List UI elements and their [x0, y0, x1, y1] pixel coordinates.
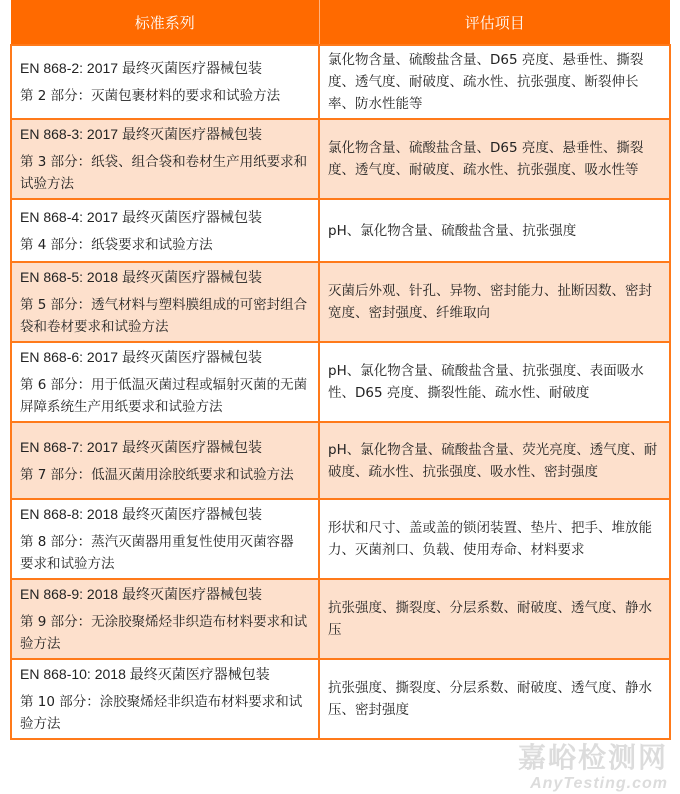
table-row — [11, 579, 670, 659]
standard-cell — [11, 422, 319, 499]
standard-cell — [11, 262, 319, 342]
standard-cell — [11, 499, 319, 579]
standard-cell — [11, 659, 319, 739]
standards-table — [10, 0, 671, 740]
table-row — [11, 499, 670, 579]
header-evaluation-items: 评估项目 — [319, 0, 670, 45]
standard-part: 第 8 部分：蒸汽灭菌器用重复性使用灭菌容器 要求和试验方法 — [20, 534, 294, 572]
table-row — [11, 342, 670, 422]
standard-cell — [11, 45, 319, 119]
table-header — [11, 0, 670, 45]
evaluation-items-cell: 形状和尺寸、盖或盖的锁闭装置、垫片、把手、堆放能力、灭菌剂口、负载、使用寿命、材料要求 — [319, 499, 670, 579]
evaluation-items-cell: 抗张强度、撕裂度、分层系数、耐破度、透气度、静水压、密封强度 — [319, 659, 670, 739]
header-standard-series: 标准系列 — [11, 0, 319, 45]
watermark-cn: 嘉峪检测网 — [517, 741, 668, 774]
standard-part: 第 9 部分：无涂胶聚烯烃非织造布材料要求和试验方法 — [20, 614, 308, 652]
standard-title: EN 868-4: 2017 最终灭菌医疗器械包装 — [20, 208, 262, 225]
standard-title: EN 868-8: 2018 最终灭菌医疗器械包装 — [20, 506, 262, 522]
standard-title: EN 868-3: 2017 最终灭菌医疗器械包装 — [20, 126, 262, 142]
table-row — [11, 119, 670, 199]
standard-title: EN 868-10: 2018 最终灭菌医疗器械包装 — [20, 666, 270, 682]
standard-title: EN 868-5: 2018 最终灭菌医疗器械包装 — [20, 269, 262, 285]
standard-cell — [11, 119, 319, 199]
evaluation-items-cell: 氯化物含量、硫酸盐含量、D65 亮度、悬垂性、撕裂度、透气度、耐破度、疏水性、抗张强度、吸水性等 — [319, 119, 670, 199]
evaluation-items-cell: 灭菌后外观、针孔、异物、密封能力、扯断因数、密封宽度、密封强度、纤维取向 — [319, 262, 670, 342]
table-row — [11, 45, 670, 119]
table-row — [11, 262, 670, 342]
standard-title: EN 868-7: 2017 最终灭菌医疗器械包装 — [20, 438, 262, 455]
watermark-en: AnyTesting.com — [530, 775, 668, 792]
evaluation-items-cell: 氯化物含量、硫酸盐含量、D65 亮度、悬垂性、撕裂度、透气度、耐破度、疏水性、抗张强度、断裂伸长率、防水性能等 — [319, 45, 670, 119]
standard-part: 第 4 部分：纸袋要求和试验方法 — [20, 236, 213, 253]
table-row — [11, 659, 670, 739]
table-row — [11, 422, 670, 499]
standard-title: EN 868-9: 2018 最终灭菌医疗器械包装 — [20, 586, 262, 602]
evaluation-items-cell: pH、氯化物含量、硫酸盐含量、抗张强度 — [319, 199, 670, 262]
standard-part: 第 7 部分：低温灭菌用涂胶纸要求和试验方法 — [20, 466, 294, 483]
evaluation-items-cell: pH、氯化物含量、硫酸盐含量、荧光亮度、透气度、耐破度、疏水性、抗张强度、吸水性、密封强度 — [319, 422, 670, 499]
standard-cell — [11, 199, 319, 262]
standard-part: 第 6 部分：用于低温灭菌过程或辐射灭菌的无菌屏障系统生产用纸要求和试验方法 — [20, 377, 308, 415]
standard-cell — [11, 579, 319, 659]
standard-title: EN 868-2: 2017 最终灭菌医疗器械包装 — [20, 60, 262, 76]
evaluation-items-cell: pH、氯化物含量、硫酸盐含量、抗张强度、表面吸水性、D65 亮度、撕裂性能、疏水性、耐破度 — [319, 342, 670, 422]
standard-part: 第 10 部分：涂胶聚烯烃非织造布材料要求和试验方法 — [20, 694, 303, 732]
standard-part: 第 5 部分：透气材料与塑料膜组成的可密封组合袋和卷材要求和试验方法 — [20, 297, 308, 335]
watermark-logo — [0, 742, 668, 794]
standard-cell — [11, 342, 319, 422]
standard-part: 第 3 部分：纸袋、组合袋和卷材生产用纸要求和试验方法 — [20, 154, 308, 192]
evaluation-items-cell: 抗张强度、撕裂度、分层系数、耐破度、透气度、静水压 — [319, 579, 670, 659]
standard-part: 第 2 部分：灭菌包裹材料的要求和试验方法 — [20, 88, 281, 104]
table-row — [11, 199, 670, 262]
standard-title: EN 868-6: 2017 最终灭菌医疗器械包装 — [20, 349, 262, 365]
